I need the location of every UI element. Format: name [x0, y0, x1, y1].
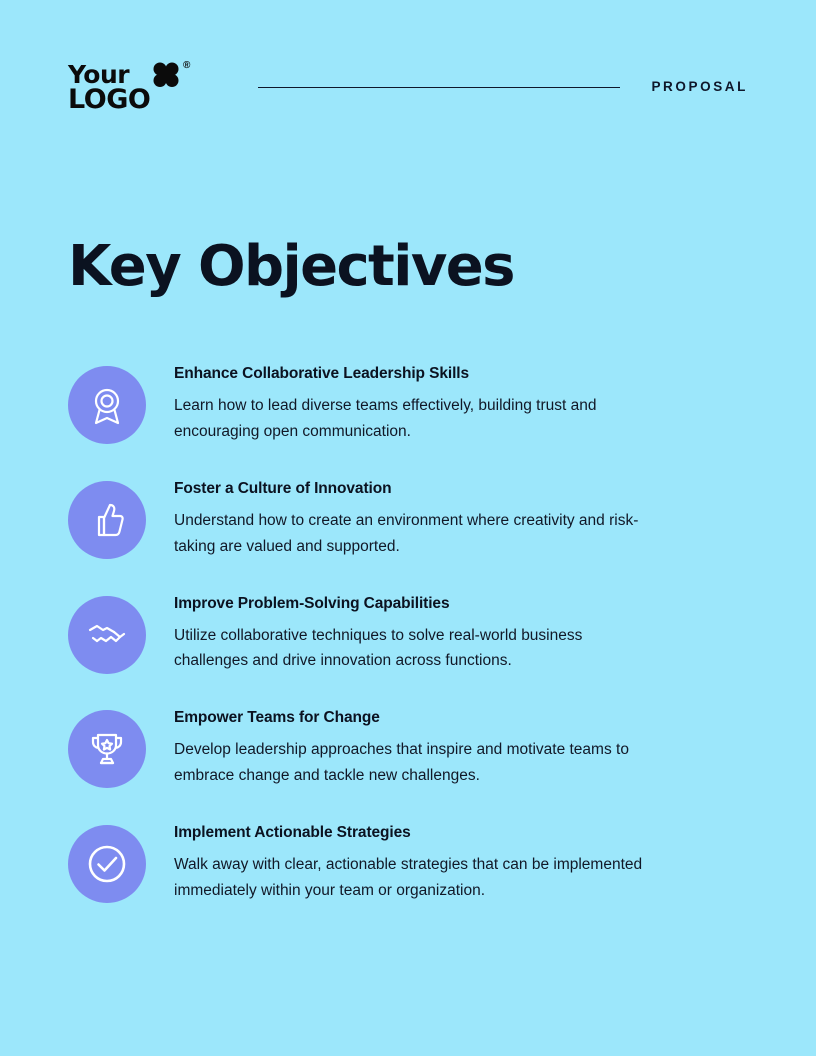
list-item — [68, 582, 748, 675]
handshake-icon — [68, 596, 146, 674]
list-item-description: Understand how to create an environment where creativity and risk-taking are valued and supported. — [174, 511, 639, 555]
logo-clover-icon — [151, 62, 181, 88]
thumbs-up-icon — [68, 481, 146, 559]
list-item-description: Walk away with clear, actionable strategies that can be implemented immediately within your team or organization. — [174, 856, 643, 899]
list-item — [68, 352, 748, 445]
list-item-title: Enhance Collaborative Leadership Skills — [174, 365, 470, 382]
list-item-text — [174, 811, 644, 904]
list-item-title: Empower Teams for Change — [174, 709, 380, 727]
list-item — [68, 696, 748, 789]
list-item-title: Improve Problem-Solving Capabilities — [174, 594, 450, 612]
list-item-description: Develop leadership approaches that inspire and motivate teams to embrace change and tackle new challenges. — [174, 741, 629, 785]
list-item-text — [174, 467, 644, 560]
list-item-title: Foster a Culture of Innovation — [174, 479, 392, 497]
logo-registered-mark: ® — [183, 60, 191, 71]
logo — [68, 60, 198, 115]
objectives-list — [68, 352, 748, 904]
list-item-text — [174, 582, 644, 675]
page-title: Key Objectives — [68, 233, 514, 299]
list-item-description: Learn how to lead diverse teams effectively, building trust and encouraging open communication. — [174, 397, 597, 440]
header-label: PROPOSAL — [651, 78, 748, 94]
list-item-title: Implement Actionable Strategies — [174, 824, 411, 841]
list-item-description: Utilize collaborative techniques to solve real-world business challenges and drive innovation across functions. — [174, 626, 583, 670]
header-divider — [258, 87, 620, 88]
trophy-icon — [68, 710, 146, 788]
logo-text-top: Your — [68, 60, 130, 89]
logo-text-bottom: LOGO — [68, 84, 151, 115]
page-header — [68, 58, 748, 114]
list-item-text — [174, 352, 644, 445]
check-circle-icon — [68, 825, 146, 903]
list-item-text — [174, 696, 644, 789]
list-item — [68, 811, 748, 904]
award-badge-icon — [68, 366, 146, 444]
list-item — [68, 467, 748, 560]
